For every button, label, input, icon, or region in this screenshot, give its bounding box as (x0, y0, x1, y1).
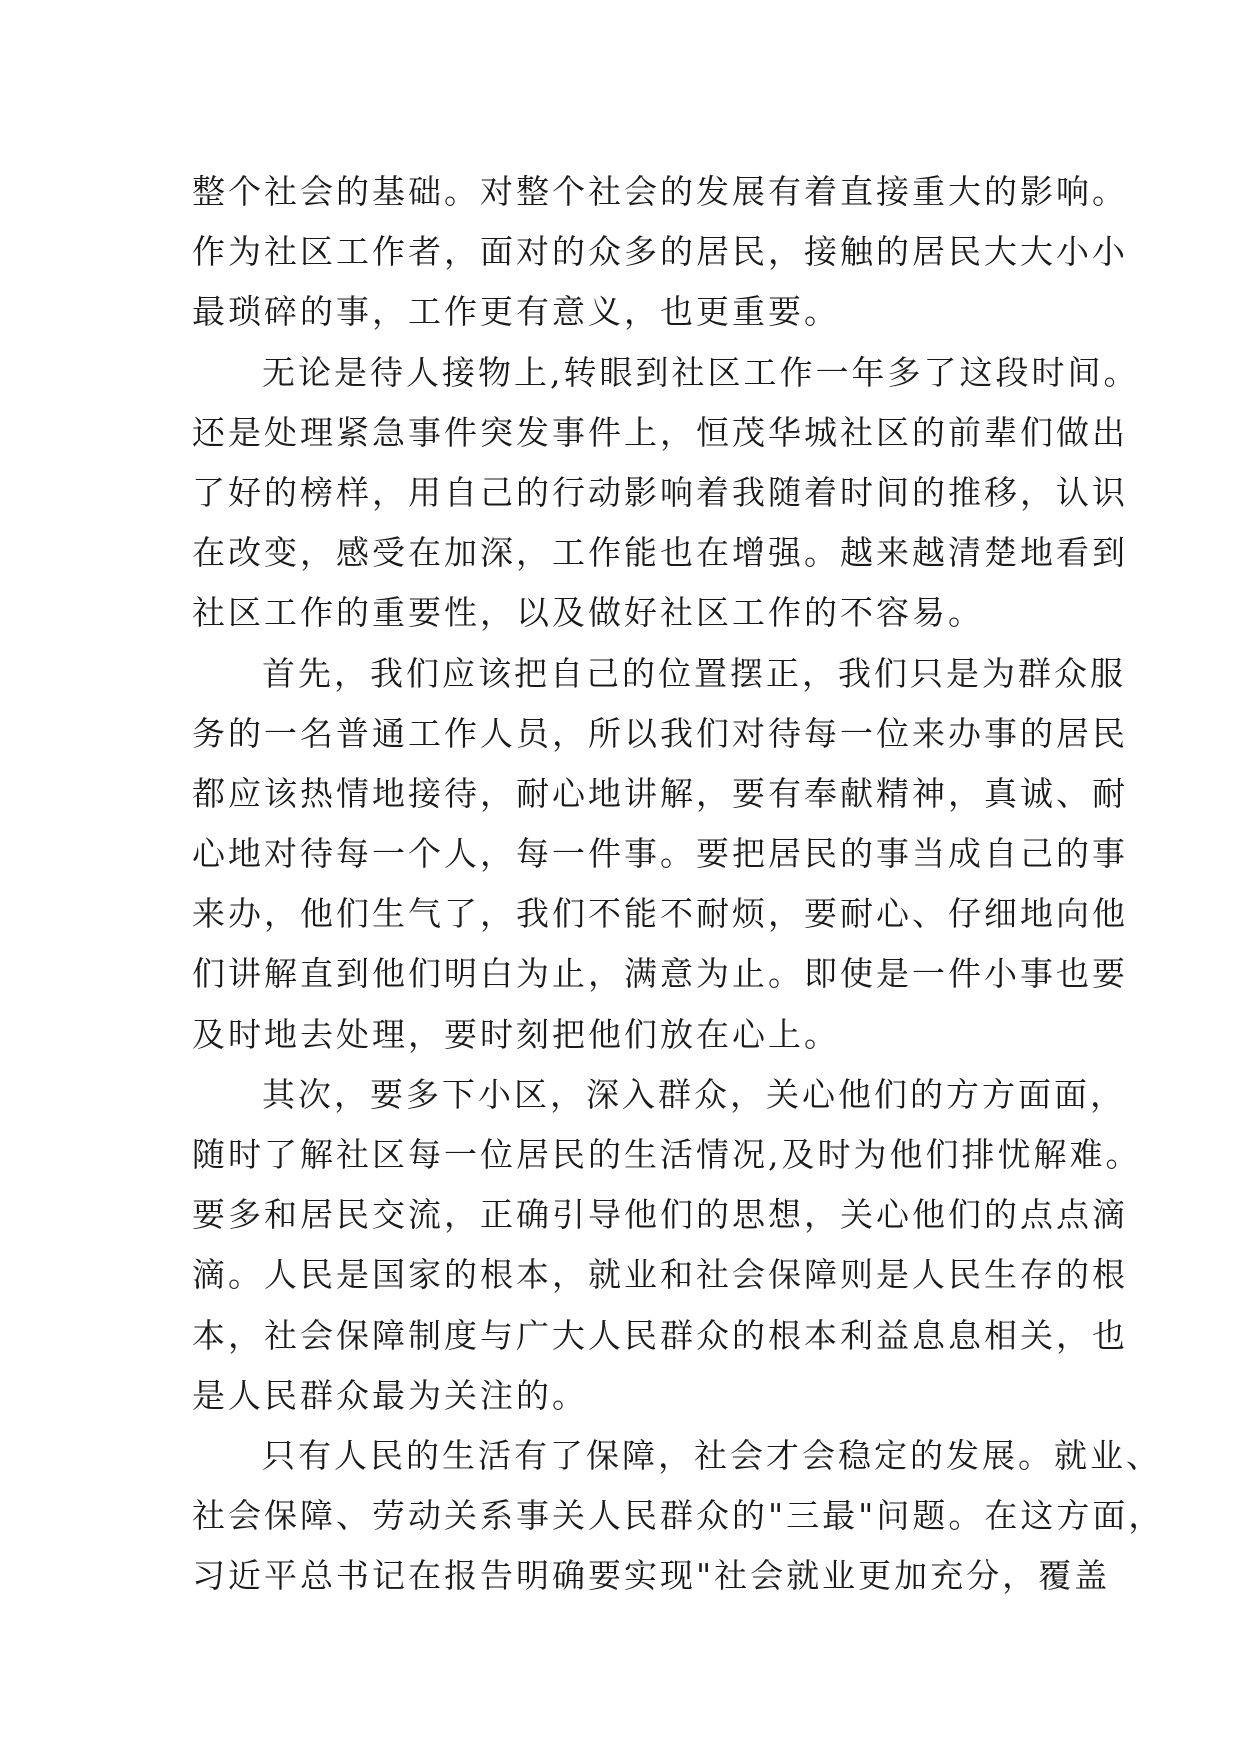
text-line: 在改变，感受在加深，工作能也在增强。越来越清楚地看到 (192, 533, 1128, 573)
paragraph-first-line: 首先，我们应该把自己的位置摆正，我们只是为群众服 (262, 653, 1126, 693)
text-line: 还是处理紧急事件突发事件上，恒茂华城社区的前辈们做出 (192, 412, 1128, 452)
text-line: 随时了解社区每一位居民的生活情况,及时为他们排忧解难。 (192, 1135, 1142, 1174)
text-line: 习近平总书记在报告明确要实现"社会就业更加充分，覆盖 (192, 1556, 1111, 1596)
text-line: 作为社区工作者，面对的众多的居民，接触的居民大大小小 (192, 232, 1128, 272)
text-line: 务的一名普通工作人员，所以我们对待每一位来办事的居民 (192, 713, 1128, 753)
text-line: 了好的榜样，用自己的行动影响着我随着时间的推移，认识 (192, 472, 1128, 512)
text-line: 是人民群众最为关注的。 (192, 1375, 588, 1415)
text-line: 心地对待每一个人，每一件事。要把居民的事当成自己的事 (192, 834, 1128, 874)
paragraph-first-line: 只有人民的生活有了保障，社会才会稳定的发展。就业、 (262, 1435, 1162, 1475)
document-body (192, 162, 1165, 1607)
text-line: 社会保障、劳动关系事关人民群众的"三最"问题。在这方面， (192, 1496, 1165, 1536)
text-line: 都应该热情地接待，耐心地讲解，要有奉献精神，真诚、耐 (192, 773, 1128, 813)
text-line: 及时地去处理，要时刻把他们放在心上。 (192, 1014, 840, 1054)
paragraph-first-line: 无论是待人接物上,转眼到社区工作一年多了这段时间。 (262, 352, 1140, 392)
text-line: 要多和居民交流，正确引导他们的思想，关心他们的点点滴 (192, 1195, 1128, 1235)
text-line: 本，社会保障制度与广大人民群众的根本利益息息相关，也 (192, 1315, 1128, 1355)
text-line: 来办，他们生气了，我们不能不耐烦，要耐心、仔细地向他 (192, 894, 1128, 934)
text-line: 社区工作的重要性，以及做好社区工作的不容易。 (192, 593, 984, 633)
text-line: 们讲解直到他们明白为止，满意为止。即使是一件小事也要 (192, 954, 1128, 994)
text-line: 滴。人民是国家的根本，就业和社会保障则是人民生存的根 (192, 1255, 1128, 1295)
text-line: 整个社会的基础。对整个社会的发展有着直接重大的影响。 (192, 172, 1128, 211)
text-line: 最琐碎的事，工作更有意义，也更重要。 (192, 292, 840, 332)
paragraph-first-line: 其次，要多下小区，深入群众，关心他们的方方面面， (262, 1074, 1126, 1114)
